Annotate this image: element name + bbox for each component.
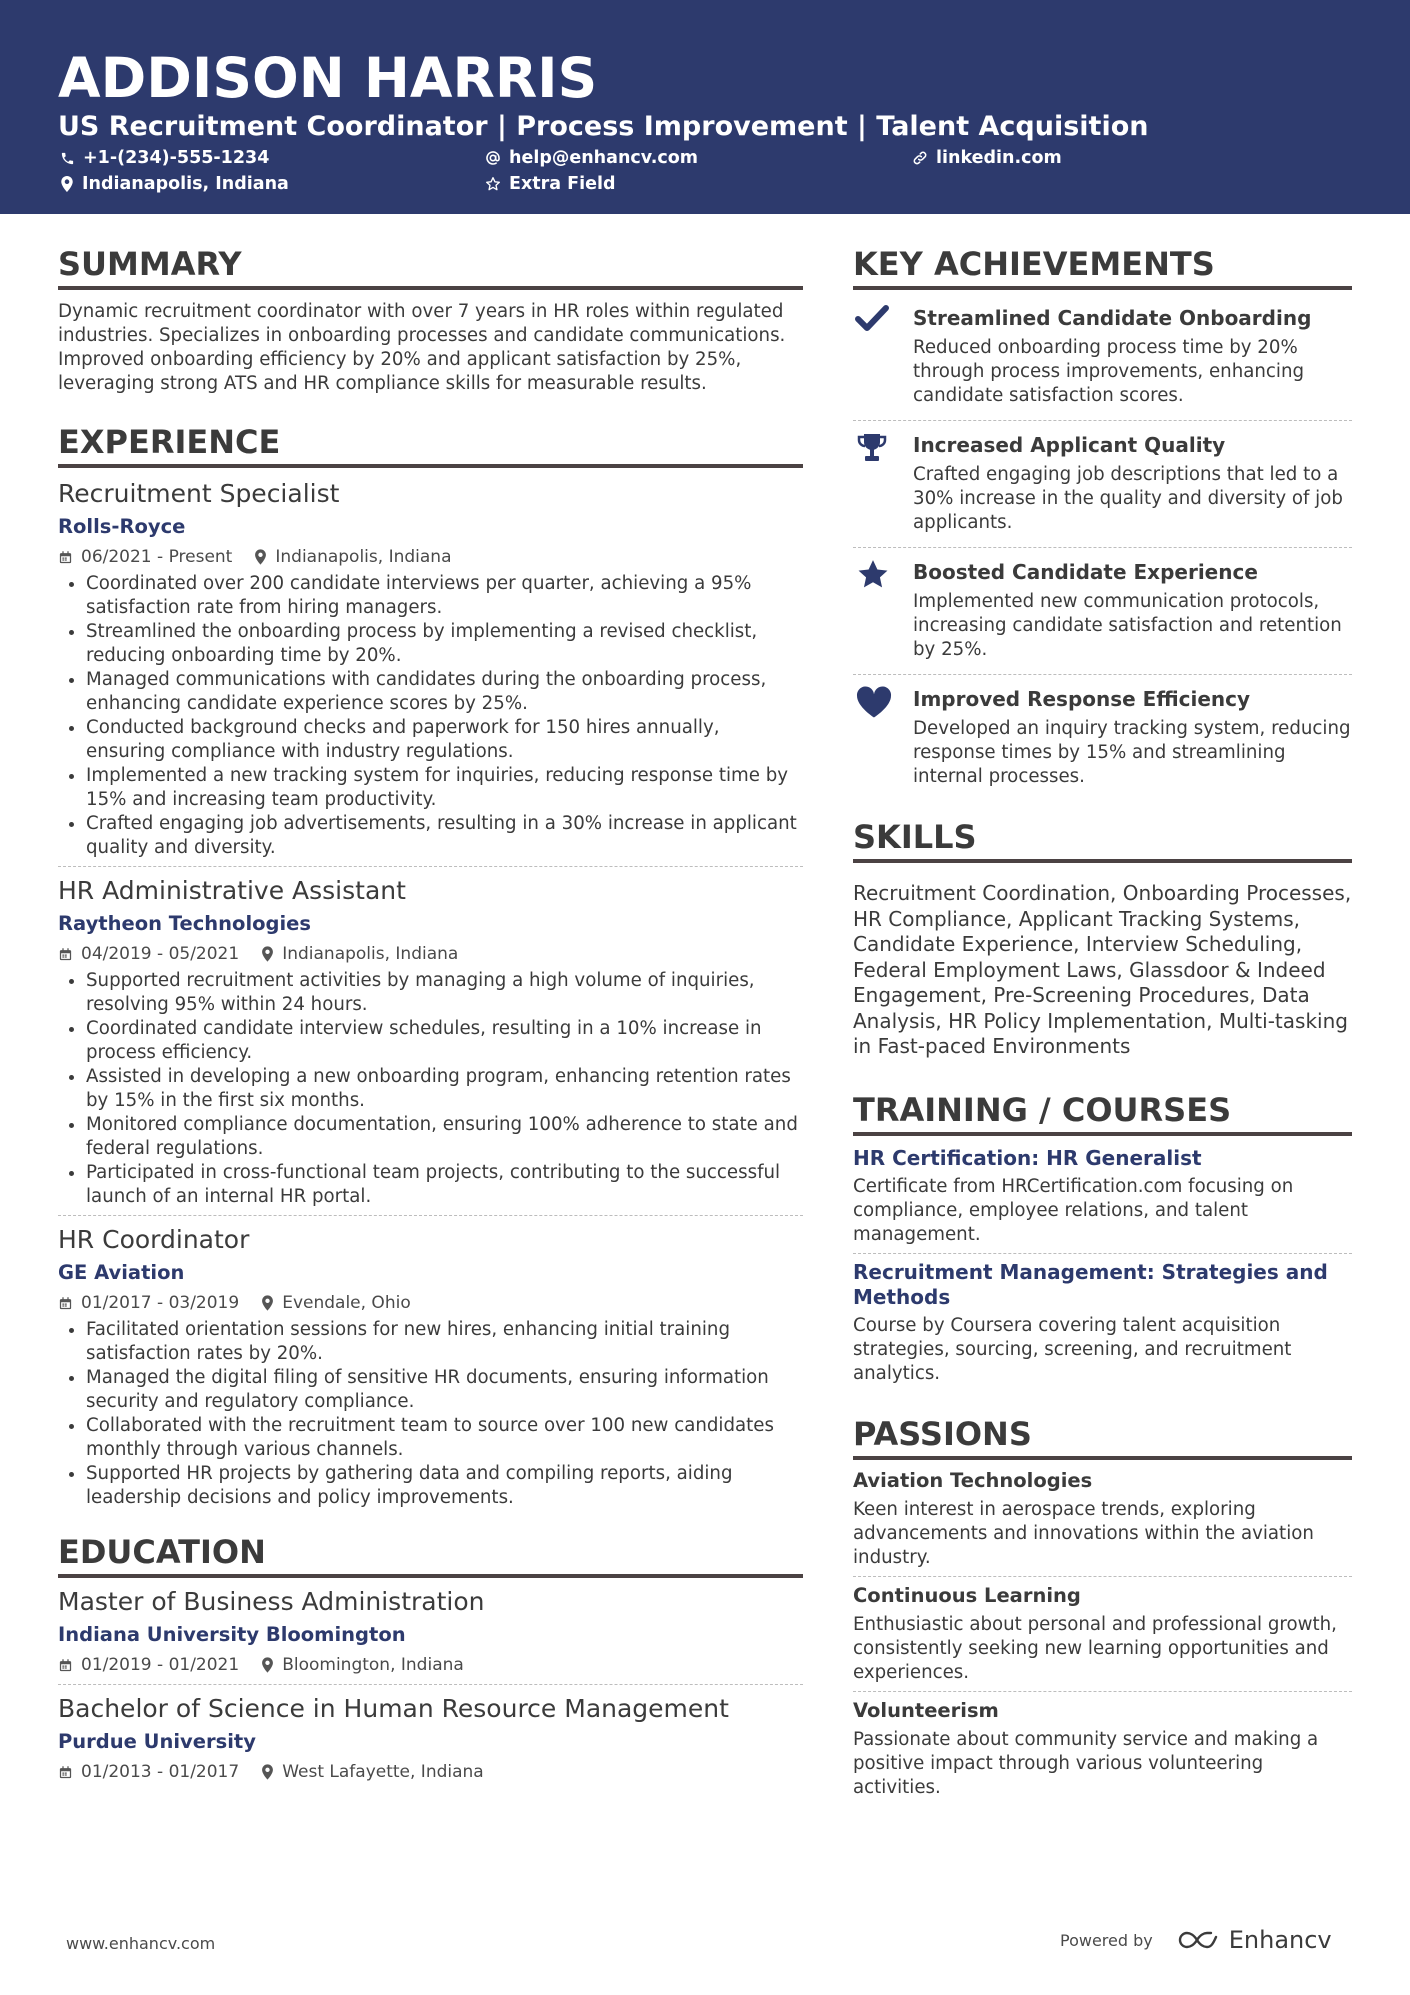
extra-field [485, 174, 616, 194]
bullet-item: • Monitored compliance documentation, ensuring 100% adherence to state and federal regulations. [86, 1113, 803, 1161]
star-outline-icon [485, 176, 501, 192]
date-range: 01/2013 - 01/2017 [81, 1762, 240, 1782]
education-item [58, 1691, 803, 1785]
location-icon-wrap [261, 946, 274, 962]
at-icon [485, 150, 501, 166]
bullet-list [58, 969, 803, 1209]
divider [853, 1576, 1352, 1577]
enhancv-logo[interactable] [1177, 1926, 1332, 1954]
passion-title: Continuous Learning [853, 1583, 1081, 1607]
experience-heading: EXPERIENCE [58, 422, 803, 468]
achievement-body [913, 558, 1352, 662]
achievement-body [913, 431, 1352, 535]
bullet-list [58, 1318, 803, 1510]
achievement-title: Streamlined Candidate Onboarding [913, 306, 1312, 330]
company-name[interactable]: Raytheon Technologies [58, 912, 311, 935]
date-range: 01/2017 - 03/2019 [81, 1293, 240, 1313]
date-location-row [58, 1759, 803, 1785]
calendar-icon-wrap [58, 1296, 73, 1311]
achievement-title: Improved Response Efficiency [913, 687, 1251, 711]
bullet-item: • Managed communications with candidates during the onboarding process, enhancing candidate experience scores by 25%. [86, 668, 803, 716]
experience-item [58, 476, 803, 860]
course-desc: Course by Coursera covering talent acquisition strategies, sourcing, screening, and recruitment analytics. [853, 1314, 1292, 1384]
skills-text: Recruitment Coordination, Onboarding Processes, HR Compliance, Applicant Tracking Systems, Candidate Experience, Interview Scheduling, Federal Employment Laws, Glassdoor & Indeed Engagement, Pre-Screening Procedures, Data Analysis, HR Policy Implementation, Multi-tasking in Fast-paced Environments [853, 881, 1352, 1058]
date-range: 04/2019 - 05/2021 [81, 944, 240, 964]
passion-item [853, 1468, 1352, 1570]
school-name[interactable]: Indiana University Bloomington [58, 1623, 406, 1646]
calendar-icon [58, 1296, 73, 1311]
passion-title: Aviation Technologies [853, 1468, 1093, 1492]
phone-text: +1-(234)-555-1234 [83, 148, 270, 168]
bullet-item: • Facilitated orientation sessions for new hires, enhancing initial training satisfaction rates by 20%. [86, 1318, 803, 1366]
bullet-item: • Crafted engaging job advertisements, resulting in a 30% increase in applicant quality and diversity. [86, 812, 803, 860]
bullet-item: • Supported HR projects by gathering data and compiling reports, aiding leadership decisions and policy improvements. [86, 1462, 803, 1510]
passion-item [853, 1698, 1352, 1800]
location-icon-wrap [261, 1295, 274, 1311]
email-text: help@enhancv.com [509, 148, 699, 168]
achievement-body [913, 685, 1352, 789]
date-range: 01/2019 - 01/2021 [81, 1655, 240, 1675]
footer-website[interactable]: www.enhancv.com [66, 1934, 216, 1953]
calendar-icon [58, 550, 73, 565]
achievement-title: Boosted Candidate Experience [913, 560, 1258, 584]
education-list [58, 1584, 803, 1785]
bullet-item: • Assisted in developing a new onboarding program, enhancing retention rates by 15% in the first six months. [86, 1065, 803, 1113]
job-title: HR Coordinator [58, 1225, 250, 1254]
location: Indianapolis, Indiana [275, 547, 452, 567]
training-list [853, 1146, 1352, 1386]
link-icon [912, 150, 928, 166]
bullet-item: • Participated in cross-functional team projects, contributing to the successful launch of an internal HR portal. [86, 1161, 803, 1209]
education-item [58, 1584, 803, 1678]
education-heading: EDUCATION [58, 1532, 803, 1578]
heart-icon [855, 685, 901, 789]
left-column [58, 244, 803, 1785]
passion-title: Volunteerism [853, 1698, 999, 1722]
achievement-desc: Developed an inquiry tracking system, reducing response times by 15% and streamlining internal processes. [913, 718, 1351, 787]
date-location-row [58, 1290, 803, 1316]
course-title[interactable]: Recruitment Management: Strategies and Methods [853, 1259, 1328, 1309]
course-item [853, 1260, 1352, 1386]
location: Evendale, Ohio [282, 1293, 411, 1313]
course-desc: Certificate from HRCertification.com focusing on compliance, employee relations, and talent management. [853, 1175, 1294, 1245]
passions-list [853, 1468, 1352, 1800]
degree-title: Master of Business Administration [58, 1587, 485, 1616]
location-pin-icon [261, 1295, 274, 1311]
linkedin-contact[interactable] [912, 148, 1062, 168]
divider [853, 674, 1352, 675]
calendar-icon-wrap [58, 1765, 73, 1780]
bullet-item: • Conducted background checks and paperwork for 150 hires annually, ensuring compliance with industry regulations. [86, 716, 803, 764]
date-location-row [58, 1652, 803, 1678]
location-pin-icon [261, 1657, 274, 1673]
trophy-icon [855, 431, 901, 535]
divider [853, 1253, 1352, 1254]
divider [853, 420, 1352, 421]
calendar-icon [58, 1765, 73, 1780]
footer-powered [1060, 1926, 1332, 1954]
bullet-list [58, 572, 803, 860]
bullet-item: • Supported recruitment activities by managing a high volume of inquiries, resolving 95% within 24 hours. [86, 969, 803, 1017]
location: Indianapolis, Indiana [282, 944, 459, 964]
achievement-title: Increased Applicant Quality [913, 433, 1226, 457]
candidate-name: ADDISON HARRIS [58, 46, 598, 110]
check-icon [855, 304, 901, 408]
location-icon-wrap [254, 549, 267, 565]
achievement-item [853, 290, 1352, 414]
company-name[interactable]: Rolls-Royce [58, 515, 186, 538]
passion-desc: Enthusiastic about personal and professional growth, consistently seeking new learning opportunities and experiences. [853, 1613, 1337, 1683]
location-pin-icon [261, 1764, 274, 1780]
achievements-list [853, 290, 1352, 795]
bullet-item: • Managed the digital filing of sensitive HR documents, ensuring information security and regulatory compliance. [86, 1366, 803, 1414]
powered-by-text: Powered by [1060, 1930, 1153, 1950]
location-icon-wrap [261, 1657, 274, 1673]
divider [58, 866, 803, 867]
achievement-item [853, 681, 1352, 795]
date-range: 06/2021 - Present [81, 547, 233, 567]
bullet-item: • Coordinated over 200 candidate interviews per quarter, achieving a 95% satisfaction rate from hiring managers. [86, 572, 803, 620]
bullet-item: • Streamlined the onboarding process by implementing a revised checklist, reducing onboarding time by 20%. [86, 620, 803, 668]
calendar-icon-wrap [58, 947, 73, 962]
company-name[interactable]: GE Aviation [58, 1261, 185, 1284]
degree-title: Bachelor of Science in Human Resource Management [58, 1694, 729, 1723]
achievement-desc: Crafted engaging job descriptions that led to a 30% increase in the quality and diversity of job applicants. [913, 464, 1343, 533]
phone-contact[interactable] [60, 148, 269, 168]
experience-item [58, 1222, 803, 1510]
achievement-desc: Reduced onboarding process time by 20% through process improvements, enhancing candidate satisfaction scores. [913, 337, 1305, 406]
enhancv-logo-icon [1177, 1929, 1223, 1951]
achievement-desc: Implemented new communication protocols, increasing candidate satisfaction and retention by 25%. [913, 591, 1342, 660]
date-location-row [58, 544, 803, 570]
course-item [853, 1146, 1352, 1247]
passion-item [853, 1583, 1352, 1685]
experience-item [58, 873, 803, 1209]
bullet-item: • Coordinated candidate interview schedules, resulting in a 10% increase in process efficiency. [86, 1017, 803, 1065]
job-title: Recruitment Specialist [58, 479, 340, 508]
achievement-body [913, 304, 1352, 408]
passion-desc: Passionate about community service and making a positive impact through various volunteering activities. [853, 1728, 1319, 1798]
date-location-row [58, 941, 803, 967]
summary-heading: SUMMARY [58, 244, 803, 290]
passions-heading: PASSIONS [853, 1414, 1352, 1460]
summary-text: Dynamic recruitment coordinator with over 7 years in HR roles within regulated industries. Specializes in onboarding processes and candidate communications. Improved onboarding efficiency by 20% and applicant satisfaction by 25%, leveraging strong ATS and HR compliance skills for measurable results. [58, 301, 786, 394]
resume-header [0, 0, 1410, 214]
linkedin-text: linkedin.com [936, 148, 1062, 168]
phone-icon [60, 151, 75, 166]
enhancv-brand-text: Enhancv [1228, 1926, 1332, 1954]
school-name[interactable]: Purdue University [58, 1730, 256, 1753]
calendar-icon-wrap [58, 550, 73, 565]
course-title[interactable]: HR Certification: HR Generalist [853, 1145, 1202, 1170]
location-pin-icon [261, 946, 274, 962]
location: Bloomington, Indiana [282, 1655, 464, 1675]
passion-desc: Keen interest in aerospace trends, exploring advancements and innovations within the aviation industry. [853, 1498, 1314, 1568]
location-pin-icon [60, 176, 74, 192]
location-text: Indianapolis, Indiana [82, 174, 289, 194]
bullet-item: • Collaborated with the recruitment team to source over 100 new candidates monthly through various channels. [86, 1414, 803, 1462]
skills-heading: SKILLS [853, 817, 1352, 863]
bullet-item: • Implemented a new tracking system for inquiries, reducing response time by 15% and increasing team productivity. [86, 764, 803, 812]
divider [853, 547, 1352, 548]
location: West Lafayette, Indiana [282, 1762, 484, 1782]
location-icon-wrap [261, 1764, 274, 1780]
location-pin-icon [254, 549, 267, 565]
location-contact [60, 174, 289, 194]
calendar-icon-wrap [58, 1658, 73, 1673]
experience-list [58, 476, 803, 1510]
training-heading: TRAINING / COURSES [853, 1090, 1352, 1136]
divider [58, 1684, 803, 1685]
job-title: HR Administrative Assistant [58, 876, 406, 905]
candidate-subtitle: US Recruitment Coordinator | Process Improvement | Talent Acquisition [58, 111, 1149, 142]
achievements-heading: KEY ACHIEVEMENTS [853, 244, 1352, 290]
extra-field-text: Extra Field [509, 174, 616, 194]
divider [853, 1691, 1352, 1692]
achievement-item [853, 427, 1352, 541]
right-column [853, 244, 1352, 1800]
calendar-icon [58, 947, 73, 962]
achievement-item [853, 554, 1352, 668]
email-contact[interactable] [485, 148, 698, 168]
star-icon [855, 558, 901, 662]
calendar-icon [58, 1658, 73, 1673]
divider [58, 1215, 803, 1216]
